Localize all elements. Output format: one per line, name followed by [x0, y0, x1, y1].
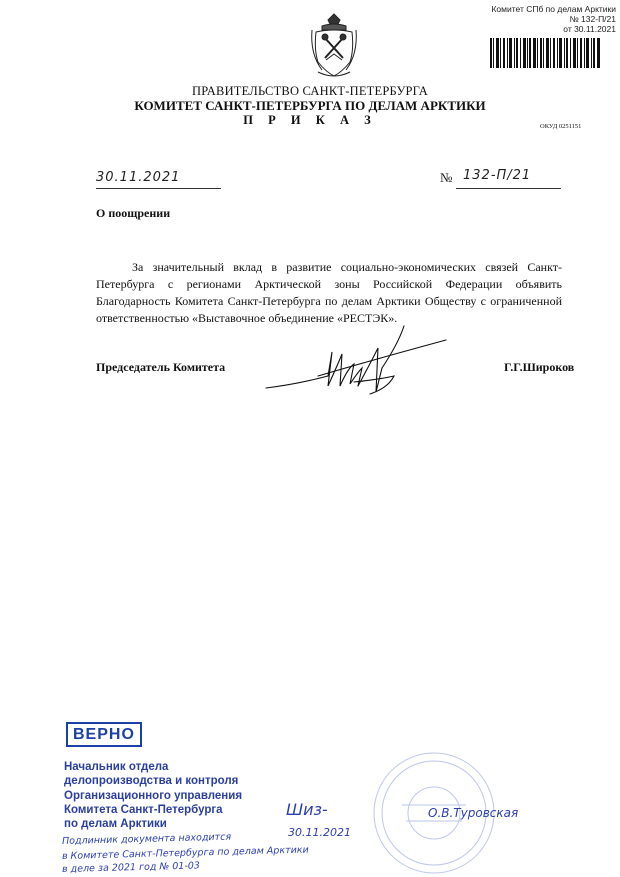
- signatory-title: Председатель Комитета: [96, 360, 226, 374]
- certification-signature: Шиз-: [286, 800, 328, 819]
- certification-date: 30.11.2021: [288, 826, 351, 839]
- certification-line: Организационного управления: [64, 789, 243, 802]
- signature-icon: [258, 324, 448, 404]
- number-label: №: [440, 170, 453, 185]
- committee-title: КОМИТЕТ САНКТ-ПЕТЕРБУРГА ПО ДЕЛАМ АРКТИКИ: [134, 98, 486, 113]
- registration-org: Комитет СПб по делам Арктики: [491, 4, 616, 14]
- number-underline: [456, 188, 561, 189]
- body-paragraph: За значительный вклад в развитие социально-экономических связей Санкт-Петербурга с регионами Арктической зоны Российской Федерации объявить Благодарность Комитета Санкт-Петербурга по делам Арктики Обществу с ограниченной ответственностью «Выставочное объединение «РЕСТЭК».: [96, 260, 562, 325]
- order-number: 132-П/21: [463, 168, 532, 183]
- verno-stamp: ВЕРНО: [66, 722, 142, 747]
- certification-line: по делам Арктики: [64, 818, 167, 831]
- handwritten-note-line: в деле за 2021 год № 01-03: [61, 860, 201, 875]
- date-underline: [96, 188, 221, 189]
- order-body: [96, 259, 562, 327]
- barcode: [490, 38, 600, 68]
- registration-date: от 30.11.2021: [563, 24, 616, 34]
- certification-block: [64, 760, 242, 831]
- coat-of-arms-icon: [308, 10, 360, 80]
- government-title: ПРАВИТЕЛЬСТВО САНКТ-ПЕТЕРБУРГА: [192, 84, 428, 98]
- registration-stamp: [468, 4, 616, 34]
- certifier-name: О.В.Туровская: [428, 806, 519, 820]
- okud-code: ОКУД 0251151: [540, 123, 582, 130]
- certification-line: Начальник отдела: [64, 761, 169, 773]
- document-type: П Р И К А З: [243, 113, 377, 127]
- handwritten-note-line: Подлинник документа находится: [61, 831, 232, 847]
- order-date: 30.11.2021: [96, 170, 181, 185]
- order-subject: О поощрении: [96, 206, 171, 220]
- signatory-name: Г.Г.Широков: [504, 360, 575, 374]
- certification-line: делопроизводства и контроля: [64, 775, 239, 788]
- handwritten-note-line: в Комитете Санкт-Петербурга по делам Арктики: [61, 844, 309, 862]
- certification-line: Комитета Санкт-Петербурга: [64, 803, 223, 816]
- registration-number: № 132-П/21: [569, 14, 616, 24]
